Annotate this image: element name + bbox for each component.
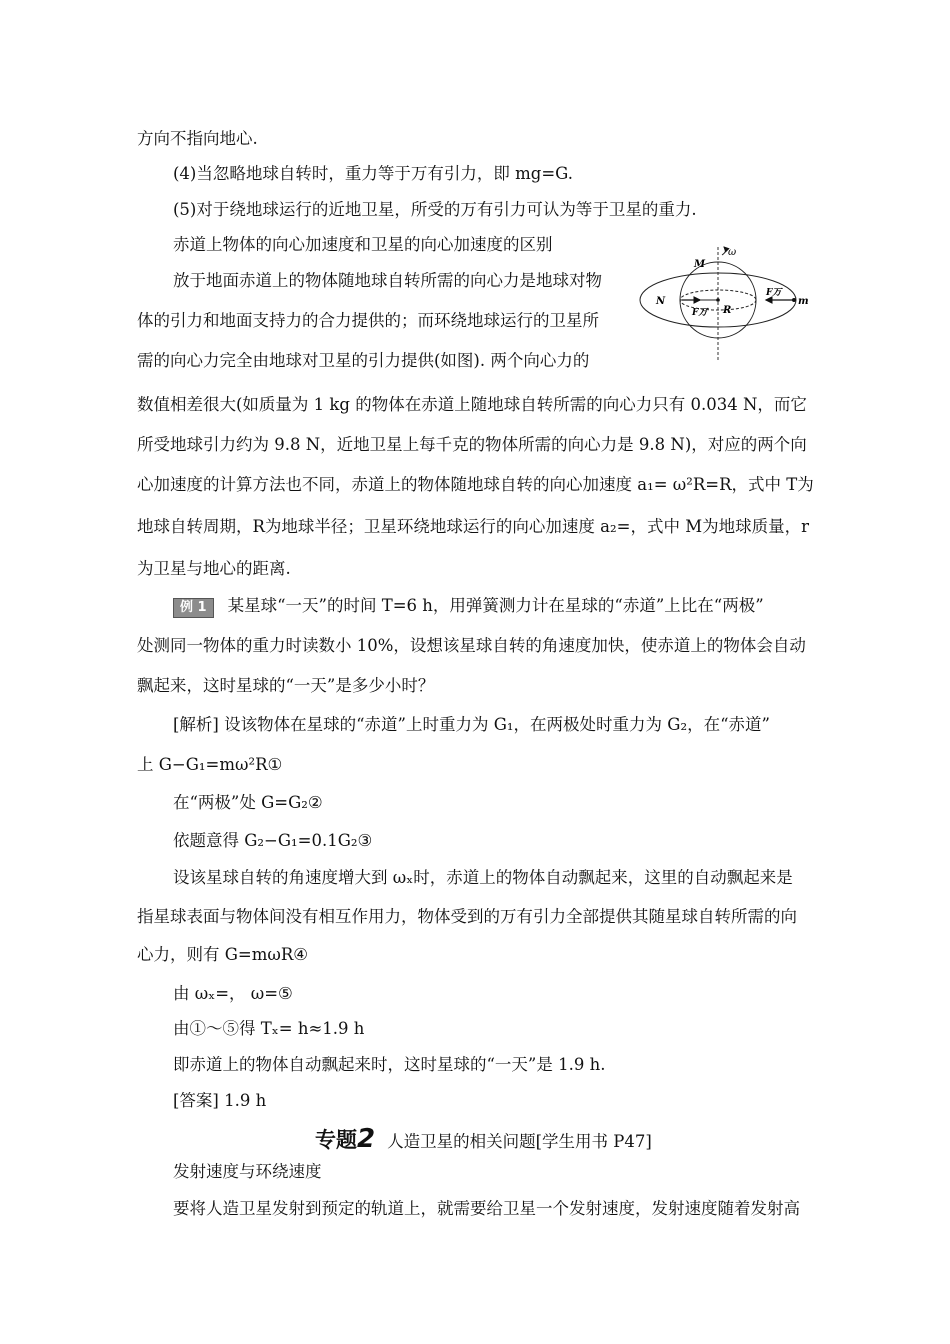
example-line: [173, 595, 764, 618]
solution-line: 上 G−G₁=mω²R①: [137, 755, 283, 774]
text-line: 要将人造卫星发射到预定的轨道上，就需要给卫星一个发射速度，发射速度随着发射高: [173, 1199, 800, 1218]
answer-line: [答案] 1.9 h: [173, 1091, 267, 1110]
text-line: 需的向心力完全由地球对卫星的引力提供(如图). 两个向心力的: [137, 351, 590, 370]
text-line: 方向不指向地心.: [137, 129, 258, 148]
solution-line: 指星球表面与物体间没有相互作用力，物体受到的万有引力全部提供其随星球自转所需的向: [137, 907, 797, 926]
satellite-label: m: [798, 296, 809, 307]
earth-satellite-diagram: [638, 243, 818, 365]
m-label: M: [694, 259, 706, 270]
text-line: (5)对于绕地球运行的近地卫星，所受的万有引力可认为等于卫星的重力.: [173, 200, 697, 219]
n-label: N: [656, 296, 666, 307]
text-line: 地球自转周期，R为地球半径；卫星环绕地球运行的向心加速度 a₂=，式中 M为地球质量，r: [137, 517, 809, 536]
solution-line: [解析] 设该物体在星球的“赤道”上时重力为 G₁，在两极处时重力为 G₂，在“赤道”: [173, 715, 770, 734]
force-label-earth: F万: [692, 308, 708, 318]
solution-line: 依题意得 G₂−G₁=0.1G₂③: [173, 831, 373, 850]
subheading: 赤道上物体的向心加速度和卫星的向心加速度的区别: [173, 235, 553, 254]
force-label-satellite: F万: [766, 288, 782, 298]
text-line: 所受地球引力约为 9.8 N，近地卫星上每千克的物体所需的向心力是 9.8 N)，对应的两个向: [137, 435, 807, 454]
text-line: 心加速度的计算方法也不同，赤道上的物体随地球自转的向心加速度 a₁= ω²R=R，式中 T为: [137, 475, 814, 494]
omega-label: ω: [728, 247, 737, 258]
section-subtitle: 人造卫星的相关问题[学生用书 P47]: [387, 1132, 652, 1151]
section-number: 2: [357, 1124, 376, 1154]
section-title: 专题: [315, 1128, 357, 1152]
text-line: 放于地面赤道上的物体随地球自转所需的向心力是地球对物: [173, 271, 602, 290]
example-line: 处测同一物体的重力时读数小 10%，设想该星球自转的角速度加快，使赤道上的物体会自动: [137, 636, 806, 655]
r-label: R: [723, 305, 732, 316]
example-text: 某星球“一天”的时间 T=6 h，用弹簧测力计在星球的“赤道”上比在“两极”: [227, 596, 764, 615]
example-badge: 例 1: [173, 598, 214, 618]
center-dot: [716, 298, 720, 302]
text-line: 数值相差很大(如质量为 1 kg 的物体在赤道上随地球自转所需的向心力只有 0.034 N，而它: [137, 395, 807, 414]
solution-line: 即赤道上的物体自动飘起来时，这时星球的“一天”是 1.9 h.: [173, 1055, 606, 1074]
solution-line: 心力，则有 G=mωR④: [137, 945, 309, 964]
solution-line: 由 ωₓ=， ω=⑤: [173, 984, 293, 1003]
text-line: 体的引力和地面支持力的合力提供的；而环绕地球运行的卫星所: [137, 311, 599, 330]
example-line: 飘起来，这时星球的“一天”是多少小时？: [137, 676, 435, 695]
solution-line: 设该星球自转的角速度增大到 ωₓ时，赤道上的物体自动飘起来，这里的自动飘起来是: [173, 868, 793, 887]
subheading: 发射速度与环绕速度: [173, 1162, 322, 1181]
section-heading: [315, 1124, 652, 1154]
text-line: (4)当忽略地球自转时，重力等于万有引力，即 mg=G.: [173, 164, 573, 183]
satellite-dot: [792, 298, 796, 302]
omega-arrow: [722, 247, 726, 255]
solution-line: 由①～⑤得 Tₓ= h≈1.9 h: [173, 1019, 365, 1038]
text-line: 为卫星与地心的距离.: [137, 559, 291, 578]
solution-line: 在“两极”处 G=G₂②: [173, 793, 323, 812]
